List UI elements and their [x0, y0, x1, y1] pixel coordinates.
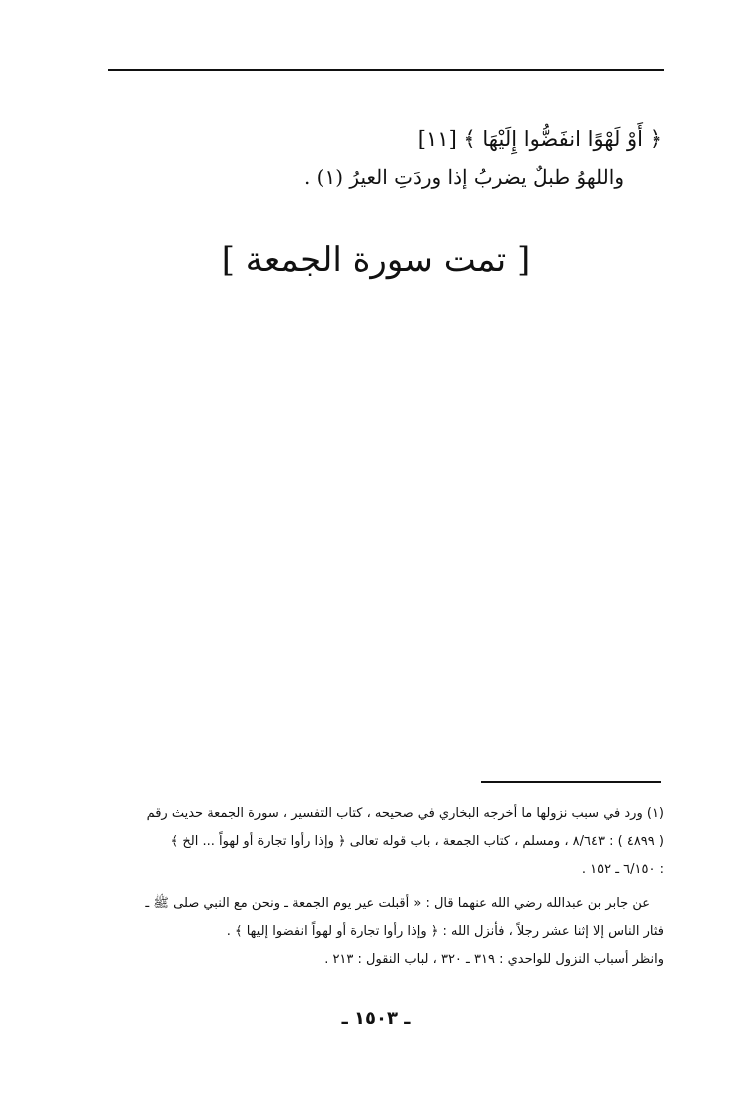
- footnote-line: ( ٤٨٩٩ ) : ٨/٦٤٣ ، ومسلم ، كتاب الجمعة ، باب قوله تعالى ﴿ وإذا رأوا تجارة أو لهواً ... الخ ﴾: [170, 834, 664, 849]
- verse-commentary-line: واللهوُ طبلٌ يضربُ إذا وردَتِ العيرُ (١) .: [303, 165, 624, 189]
- header-rule: [108, 69, 664, 71]
- footnotes: [104, 800, 664, 974]
- quran-verse-line: ﴿ أَوْ لَهْوًا انفَضُّوا إِلَيْهَا ﴾ [١١]: [417, 127, 662, 151]
- footnote-line: : ٦/١٥٠ ـ ١٥٢ .: [581, 862, 664, 877]
- footnote-line: عن جابر بن عبدالله رضي الله عنهما قال : « أقبلت عير يوم الجمعة ـ ونحن مع النبي صلى ﷺ ـ: [145, 896, 650, 911]
- footnote-line: (١) ورد في سبب نزولها ما أخرجه البخاري في صحيحه ، كتاب التفسير ، سورة الجمعة حديث رقم: [146, 806, 664, 821]
- footnote-line: وانظر أسباب النزول للواحدي : ٣١٩ ـ ٣٢٠ ، لباب النقول : ٢١٣ .: [324, 952, 664, 967]
- footnote-line: فثار الناس إلا إثنا عشر رجلاً ، فأنزل الله : ﴿ وإذا رأوا تجارة أو لهواً انفضوا إليها ﴾ .: [226, 924, 664, 939]
- page-number: ـ ١٥٠٣ ـ: [341, 1008, 411, 1029]
- footnote-separator: [481, 781, 661, 783]
- sura-end-title: [ تمت سورة الجمعة ]: [221, 240, 531, 280]
